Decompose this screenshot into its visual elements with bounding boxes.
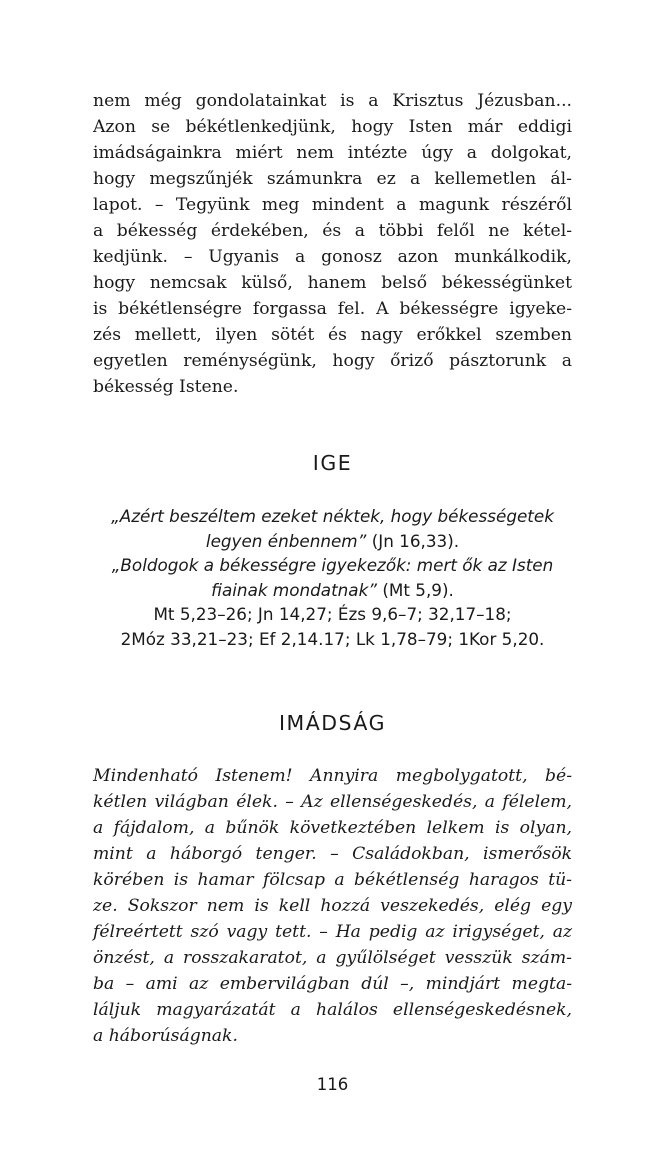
reference-list-line: 2Móz 33,21–23; Ef 2,14.17; Lk 1,78–79; 1Kor 5,20. [120, 628, 545, 649]
verse-text: legyen énbennem” [205, 530, 367, 551]
prayer-paragraph [93, 763, 572, 1049]
verse-line [93, 529, 572, 554]
prayer-line: láljuk magyarázatát a halálos ellenségeskedésnek, [93, 1000, 572, 1020]
prayer-line: a fájdalom, a bűnök következtében lelkem is olyan, [93, 818, 572, 838]
prayer-line: önzést, a rosszakaratot, a gyűlölséget vesszük szám- [93, 948, 572, 968]
prayer-line: ba – ami az embervilágban dúl –, mindjárt megta- [93, 974, 572, 994]
verse-text: „Boldogok a békességre igyekezők: mert ők az Isten [111, 555, 554, 575]
body-line: hogy megszűnjék számunkra ez a kellemetlen ál- [93, 169, 572, 189]
body-line: hogy nemcsak külső, hanem belső békességünket [93, 273, 572, 293]
verse-line [93, 553, 572, 578]
page-number: 116 [316, 1075, 349, 1094]
ige-heading: IGE [312, 451, 353, 475]
prayer-line: mint a háborgó tenger. – Családokban, ismerősök [93, 844, 572, 864]
body-line: zés mellett, ilyen sötét és nagy erőkkel szemben [93, 325, 572, 345]
verse-reference: (Jn 16,33). [366, 530, 460, 551]
prayer-line: körében is hamar fölcsap a békétlenség haragos tü- [93, 870, 572, 890]
body-line: a békesség érdekében, és a többi felől ne kétel- [93, 221, 572, 241]
body-line: békesség Istene. [93, 377, 239, 397]
body-line: nem még gondolatainkat is a Krisztus Jézusban... [93, 91, 572, 111]
verse-text: fiainak mondatnak” [211, 579, 377, 600]
verse-line [93, 504, 572, 529]
prayer-line: ze. Sokszor nem is kell hozzá veszekedés, elég egy [93, 896, 572, 916]
prayer-line: kétlen világban élek. – Az ellenségeskedés, a félelem, [93, 792, 572, 812]
body-line: imádságainkra miért nem intézte úgy a dolgokat, [93, 143, 572, 163]
body-line: lapot. – Tegyünk meg mindent a magunk részéről [93, 195, 572, 215]
reference-list-line: Mt 5,23–26; Jn 14,27; Ézs 9,6–7; 32,17–18; [153, 604, 512, 624]
body-line: kedjünk. – Ugyanis a gonosz azon munkálkodik, [93, 247, 572, 267]
verse-text: „Azért beszéltem ezeket néktek, hogy békességetek [111, 506, 554, 526]
body-line: is békétlenségre forgassa fel. A békességre igyeke- [93, 299, 572, 319]
imadsag-heading: IMÁDSÁG [279, 711, 386, 735]
body-paragraph [93, 88, 572, 400]
prayer-line: félreértett szó vagy tett. – Ha pedig az irigységet, az [93, 922, 572, 942]
body-line: egyetlen reménységünk, hogy őriző pásztorunk a [93, 351, 572, 371]
verse-line [93, 578, 572, 603]
ige-verses [93, 504, 572, 651]
prayer-line: Mindenható Istenem! Annyira megbolygatott, bé- [93, 766, 572, 786]
body-line: Azon se békétlenkedjünk, hogy Isten már eddigi [93, 117, 572, 137]
verse-reference: (Mt 5,9). [377, 579, 454, 600]
prayer-line: a háborúságnak. [93, 1026, 238, 1046]
